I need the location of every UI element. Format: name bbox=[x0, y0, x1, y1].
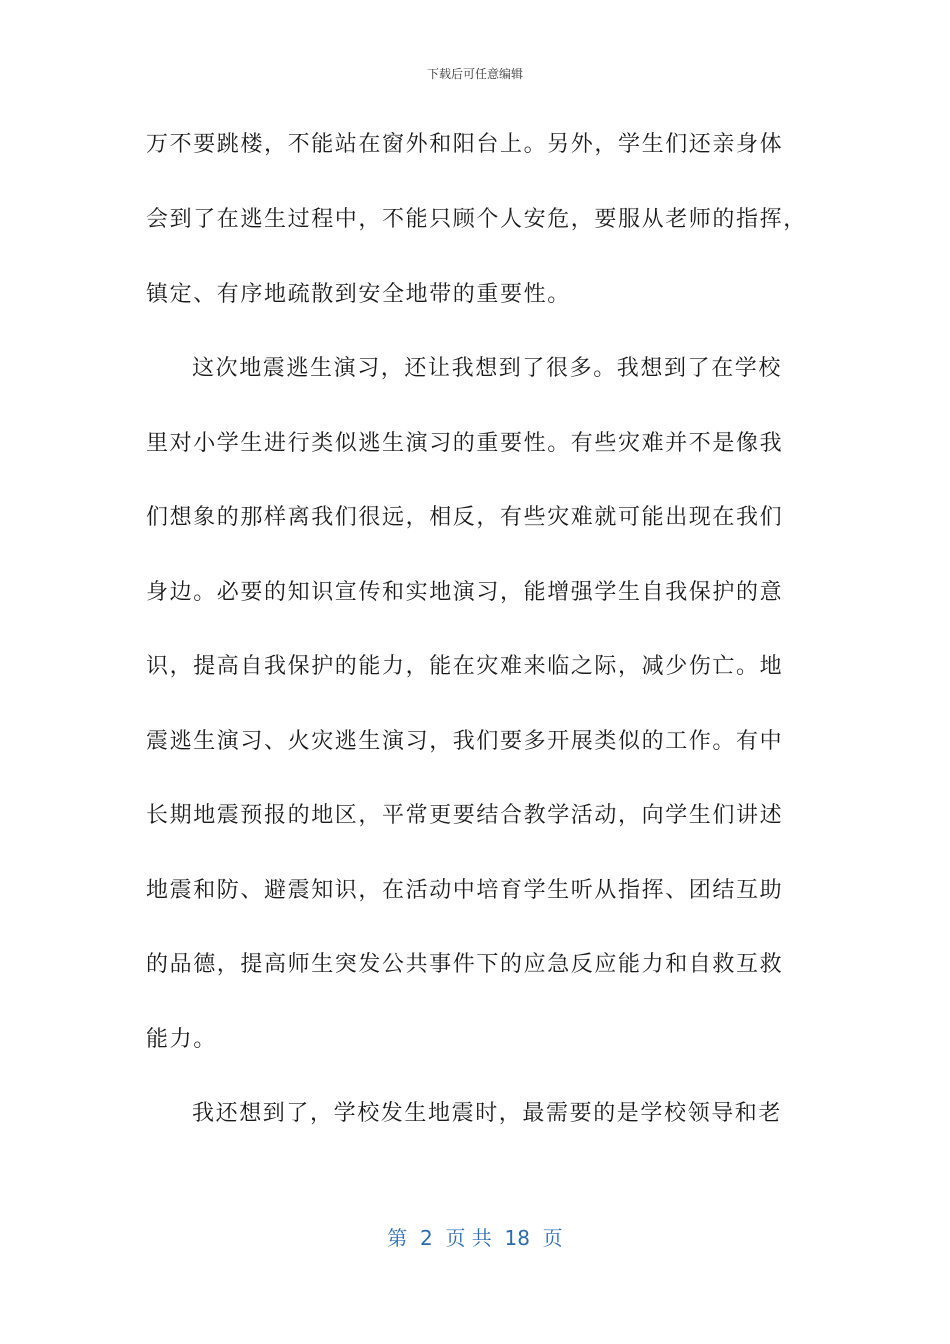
paragraph-1-line-1: 万不要跳楼，不能站在窗外和阳台上。另外，学生们还亲身体 bbox=[146, 132, 784, 157]
page-number-footer: 第 2 页 共 18 页 bbox=[387, 1226, 563, 1250]
paragraph-2-line-3: 们想象的那样离我们很远，相反，有些灾难就可能出现在我们 bbox=[146, 505, 784, 530]
paragraph-1-line-2: 会到了在逃生过程中，不能只顾个人安危，要服从老师的指挥， bbox=[146, 207, 807, 232]
paragraph-2-line-10: 能力。 bbox=[146, 1027, 217, 1052]
paragraph-2-line-2: 里对小学生进行类似逃生演习的重要性。有些灾难并不是像我 bbox=[146, 431, 784, 456]
paragraph-2-line-6: 震逃生演习、火灾逃生演习，我们要多开展类似的工作。有中 bbox=[146, 729, 784, 754]
paragraph-2-line-7: 长期地震预报的地区，平常更要结合教学活动，向学生们讲述 bbox=[146, 803, 784, 828]
paragraph-2-line-8: 地震和防、避震知识，在活动中培育学生听从指挥、团结互助 bbox=[146, 878, 784, 903]
paragraph-2-line-9: 的品德，提高师生突发公共事件下的应急反应能力和自救互救 bbox=[146, 952, 784, 977]
paragraph-1-line-3: 镇定、有序地疏散到安全地带的重要性。 bbox=[146, 282, 571, 307]
paragraph-3-line-1: 我还想到了，学校发生地震时，最需要的是学校领导和老 bbox=[192, 1101, 783, 1126]
paragraph-2-line-5: 识，提高自我保护的能力，能在灾难来临之际，减少伤亡。地 bbox=[146, 654, 784, 679]
page-header: 下载后可任意编辑 bbox=[426, 67, 523, 81]
paragraph-2-line-1: 这次地震逃生演习，还让我想到了很多。我想到了在学校 bbox=[192, 356, 783, 381]
paragraph-2-line-4: 身边。必要的知识宣传和实地演习，能增强学生自我保护的意 bbox=[146, 580, 784, 605]
